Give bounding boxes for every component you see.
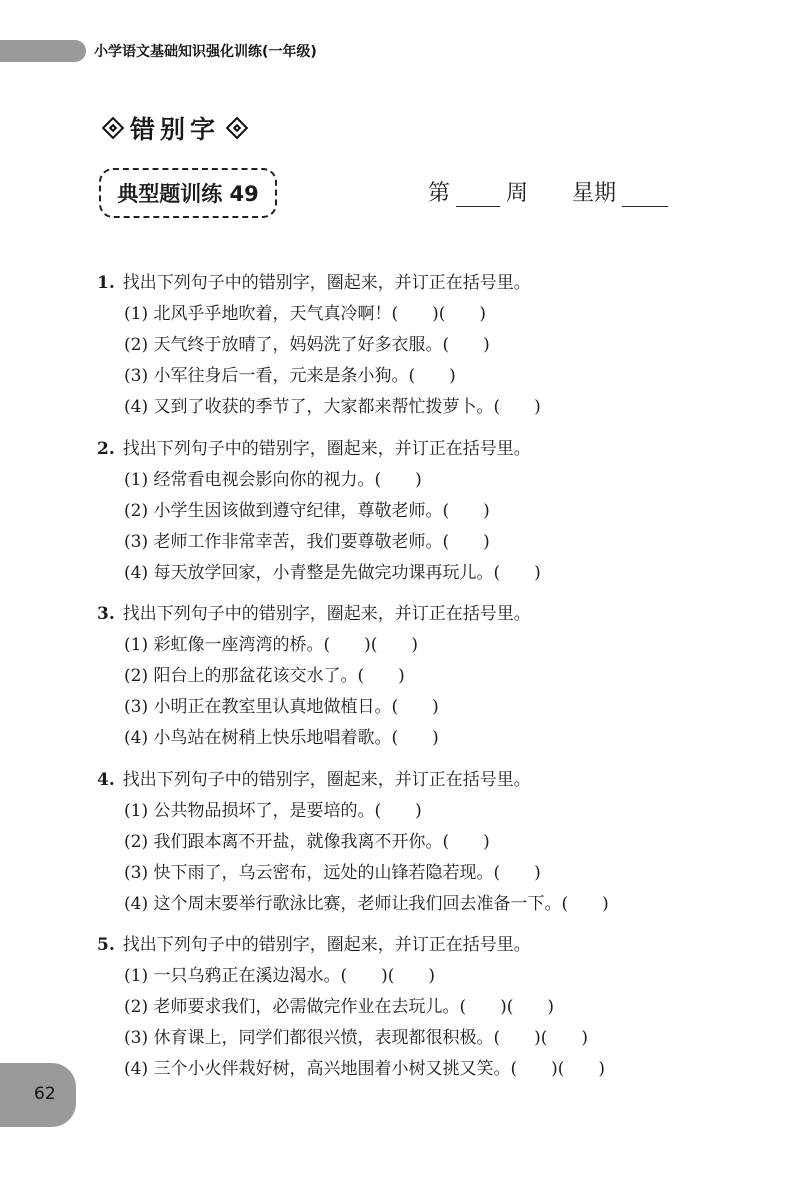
book-title: 小学语文基础知识强化训练(一年级): [94, 44, 317, 60]
question-item: (4) 又到了收获的季节了，大家都来帮忙拨萝卜。( ): [124, 397, 541, 417]
question-item: (3) 快下雨了，乌云密布，远处的山锋若隐若现。( ): [124, 863, 541, 883]
question-item: (3) 休育课上，同学们都很兴愤，表现都很积极。( )( ): [124, 1028, 589, 1048]
question-number: 3.: [97, 604, 115, 624]
question-item: (1) 经常看电视会影向你的视力。( ): [124, 470, 422, 490]
question-item: (2) 小学生因该做到遵守纪律，尊敬老师。( ): [124, 501, 490, 521]
question-item: (2) 天气终于放晴了，妈妈洗了好多衣服。( ): [124, 335, 490, 355]
question-item: (4) 小鸟站在树稍上快乐地唱着歌。( ): [124, 728, 439, 748]
question-stem: [97, 930, 531, 955]
question-stem: [97, 434, 531, 459]
question-item: (4) 这个周末要举行歌泳比赛，老师让我们回去准备一下。( ): [124, 894, 609, 914]
week-line: [428, 176, 674, 207]
question-text: 找出下列句子中的错别字，圈起来，并订正在括号里。: [122, 604, 531, 624]
week-prefix: 第: [428, 181, 451, 206]
week-suffix: 周: [506, 181, 529, 206]
question-item: (2) 阳台上的那盆花该交水了。( ): [124, 666, 405, 686]
question-item: (1) 彩虹像一座湾湾的桥。( )( ): [124, 635, 419, 655]
drill-label-box: [99, 168, 277, 218]
week-blank[interactable]: [456, 180, 500, 207]
page-number: 62: [34, 1084, 56, 1104]
question-text: 找出下列句子中的错别字，圈起来，并订正在括号里。: [122, 935, 531, 955]
question-item: (2) 老师要求我们，必需做完作业在去玩儿。( )( ): [124, 997, 555, 1017]
section-title: 错别字: [130, 115, 221, 144]
question-number: 5.: [97, 935, 115, 955]
question-stem: [97, 765, 531, 790]
weekday-blank[interactable]: [622, 180, 668, 207]
drill-label: 典型题训练 49: [117, 182, 259, 206]
question-number: 4.: [97, 770, 115, 790]
header-tab: [0, 40, 86, 62]
question-text: 找出下列句子中的错别字，圈起来，并订正在括号里。: [122, 273, 531, 293]
diamond-icon: [226, 117, 249, 140]
question-item: (1) 北风乎乎地吹着，天气真冷啊！( )( ): [124, 304, 487, 324]
question-item: (3) 小军往身后一看，元来是条小狗。( ): [124, 366, 456, 386]
question-stem: [97, 268, 531, 293]
question-text: 找出下列句子中的错别字，圈起来，并订正在括号里。: [122, 439, 531, 459]
question-stem: [97, 599, 531, 624]
question-text: 找出下列句子中的错别字，圈起来，并订正在括号里。: [122, 770, 531, 790]
question-number: 1.: [97, 273, 115, 293]
question-item: (1) 一只乌鸦正在溪边渴水。( )( ): [124, 966, 436, 986]
question-item: (1) 公共物品损坏了，是要培的。( ): [124, 801, 422, 821]
question-item: (3) 老师工作非常幸苦，我们要尊敬老师。( ): [124, 532, 490, 552]
question-item: (4) 三个小火伴栽好树，高兴地围着小树又挑又笑。( )( ): [124, 1059, 606, 1079]
question-item: (3) 小明正在教室里认真地做植日。( ): [124, 697, 439, 717]
diamond-icon: [102, 117, 125, 140]
weekday-label: 星期: [572, 181, 617, 206]
section-heading: [96, 110, 254, 146]
question-number: 2.: [97, 439, 115, 459]
question-item: (4) 每天放学回家，小青整是先做完功课再玩儿。( ): [124, 563, 541, 583]
question-item: (2) 我们跟本离不开盐，就像我离不开你。( ): [124, 832, 490, 852]
